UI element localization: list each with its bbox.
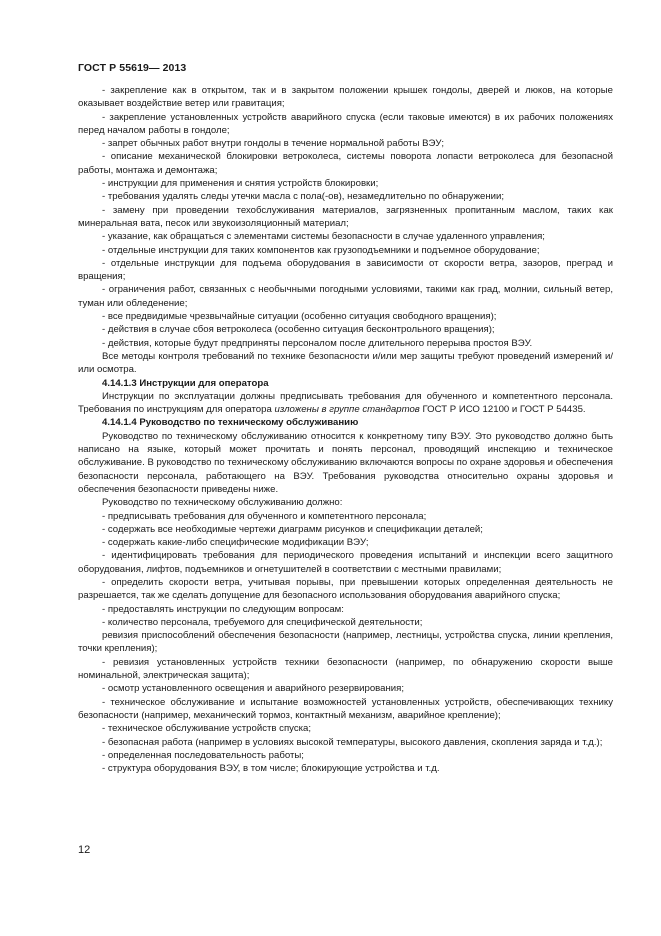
paragraph: - структура оборудования ВЭУ, в том числе; блокирующие устройства и т.д. <box>102 763 440 775</box>
paragraph: - действия в случае сбоя ветроколеса (особенно ситуация бесконтрольного вращения); <box>102 324 495 336</box>
paragraph: - отдельные инструкции для таких компонентов как грузоподъемники и подъемное оборудование; <box>102 244 540 256</box>
paragraph: - ревизия установленных устройств техники безопасности (например, по обнаружению скорости выше номинальной, электрическая защита); <box>78 656 613 682</box>
paragraph: Все методы контроля требований по технике безопасности и/или мер защиты требуют проведений измерений и/или осмотра. <box>78 350 613 376</box>
paragraph: - безопасная работа (например в условиях высокой температуры, высокого давления, скопления заряда и т.д.); <box>102 736 603 748</box>
paragraph: - техническое обслуживание устройств спуска; <box>102 723 312 735</box>
page-body <box>78 84 613 775</box>
paragraph: - предписывать требования для обученного и компетентного персонала; <box>102 510 427 522</box>
paragraph: Руководство по техническому обслуживанию относится к конкретному типу ВЭУ. Это руководство должно быть написано на языке, который может прочитать и понять персонал, проводящий инспекцию и техническое обслуживание. В руководство по техническому обслуживанию включаются вопросы по охране здоровья и обеспечения безопасности персонала, работающего на ВЭУ. Требования руководства относительно охраны здоровья и обеспечения безопасности приведены ниже. <box>78 430 613 495</box>
paragraph: - указание, как обращаться с элементами системы безопасности в случае удаленного управления; <box>102 231 545 243</box>
text-span: ГОСТ Р ИСО 12100 и ГОСТ Р 54435. <box>422 404 586 416</box>
paragraph: - идентифицировать требования для периодического проведения испытаний и инспекции всего защитного оборудования, лифтов, подъемников и огнетушителей в соответствии с местными правилами; <box>78 550 613 575</box>
paragraph: - предоставлять инструкции по следующим вопросам: <box>102 603 344 615</box>
page-number: 12 <box>78 844 91 856</box>
paragraph: - техническое обслуживание и испытание возможностей установленных устройств, обеспечивающих технику безопасности (например, механический тормоз, контактный механизм, аварийное крепление); <box>78 696 613 721</box>
paragraph: - осмотр установленного освещения и аварийного резервирования; <box>102 683 405 695</box>
paragraph: - определить скорости ветра, учитывая порывы, при превышении которых определенная деятельность не разрешается, так же сделать допущение для безопасного использования оборудования аварийного спуска; <box>78 576 613 602</box>
section-heading-operator-instructions: 4.14.1.3 Инструкции для оператора <box>102 377 269 389</box>
paragraph: - содержать какие-либо специфические модификации ВЭУ; <box>102 537 369 549</box>
paragraph: - инструкции для применения и снятия устройств блокировки; <box>102 178 379 190</box>
paragraph: ревизия приспособлений обеспечения безопасности (например, лестницы, устройства спуска, линии крепления, точки крепления); <box>78 630 613 655</box>
paragraph: Руководство по техническому обслуживанию должно: <box>102 497 343 509</box>
document-header: ГОСТ Р 55619— 2013 <box>78 62 187 74</box>
paragraph: - ограничения работ, связанных с необычными погодными условиями, такими как град, молнии, сильный ветер, туман или обледенение; <box>78 284 613 309</box>
paragraph: - запрет обычных работ внутри гондолы в течение нормальной работы ВЭУ; <box>102 138 444 150</box>
paragraph <box>78 390 613 417</box>
paragraph: - требования удалять следы утечки масла с пола(-ов), незамедлительно по обнаружении; <box>102 191 504 203</box>
paragraph: - содержать все необходимые чертежи диаграмм рисунков и спецификации деталей; <box>102 523 483 535</box>
paragraph: - все предвидимые чрезвычайные ситуации (особенно ситуация свободного вращения); <box>102 311 497 323</box>
paragraph: - замену при проведении техобслуживания материалов, загрязненных пропитанным маслом, таких как минеральная вата, песок или звукоизоляционный материал; <box>78 204 613 229</box>
paragraph: - действия, которые будут предприняты персоналом после длительного перерыва простоя ВЭУ. <box>102 337 533 349</box>
paragraph: - отдельные инструкции для подъема оборудования в зависимости от скорости ветра, зазоров, преград и вращения; <box>78 257 613 283</box>
text-span: Инструкции по эксплуатации должны предписывать требования для обученного и компетентного персонала. Требования по инструкциям для оператора <box>78 390 613 416</box>
paragraph: - закрепление установленных устройств аварийного спуска (если таковые имеются) в их рабочих положениях перед началом работы в гондоле; <box>78 111 613 136</box>
paragraph: - закрепление как в открытом, так и в закрытом положении крышек гондолы, дверей и люков, на которые оказывает воздействие ветер или гравитация; <box>78 85 613 110</box>
paragraph: - количество персонала, требуемого для специфической деятельности; <box>102 616 423 628</box>
section-heading-maintenance-manual: 4.14.1.4 Руководство по техническому обслуживанию <box>102 417 359 429</box>
paragraph: - описание механической блокировки ветроколеса, системы поворота лопасти ветроколеса для безопасной работы, монтажа и демонтажа; <box>78 151 613 176</box>
italic-text: изложены в группе стандартов <box>274 404 420 416</box>
paragraph: - определенная последовательность работы; <box>102 749 304 761</box>
